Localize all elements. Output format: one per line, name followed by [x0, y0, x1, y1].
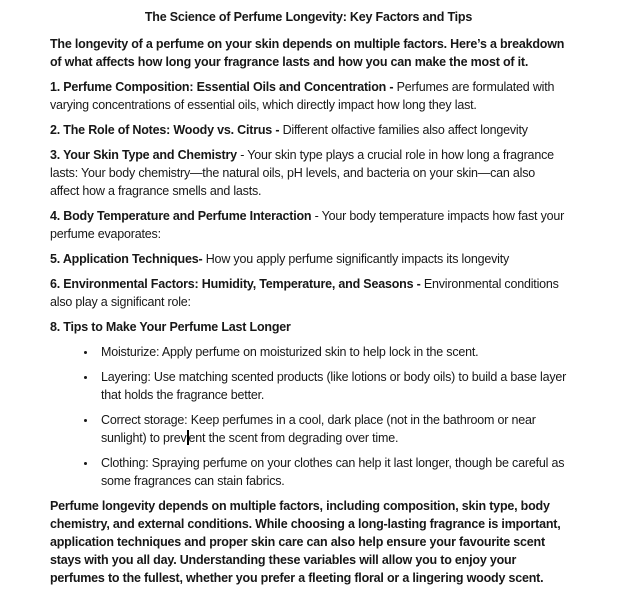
section-heading-4: 4. Body Temperature and Perfume Interaction	[50, 209, 312, 223]
section-paragraph-6[interactable]	[50, 275, 567, 311]
tip-text: Moisturize: Apply perfume on moisturized skin to help lock in the scent.	[101, 345, 479, 359]
section-heading-3: 3. Your Skin Type and Chemistry	[50, 148, 237, 162]
section-body-6: Environmental conditions also play a significant role:	[50, 277, 559, 309]
section-paragraph-5[interactable]	[50, 250, 567, 268]
tip-item-moisturize[interactable]	[97, 343, 567, 361]
section-heading-5: 5. Application Techniques-	[50, 252, 206, 266]
section-body-2: Different olfactive families also affect longevity	[282, 123, 528, 137]
tip-text-before-cursor: Correct storage: Keep perfumes in a cool, dark place (not in the bathroom or near sunlight) to prev	[101, 413, 536, 445]
section-paragraph-2[interactable]	[50, 121, 567, 139]
section-body-3: - Your skin type plays a crucial role in how long a fragrance lasts: Your body chemistry—the natural oils, pH levels, and bacteria on your skin—can also affect how a fragrance smells and lasts.	[50, 148, 554, 198]
section-heading-1: 1. Perfume Composition: Essential Oils and Concentration -	[50, 80, 397, 94]
tip-item-clothing[interactable]	[97, 454, 567, 490]
section-heading-6: 6. Environmental Factors: Humidity, Temperature, and Seasons -	[50, 277, 424, 291]
tip-text: Clothing: Spraying perfume on your clothes can help it last longer, though be careful as some fragrances can stain fabrics.	[101, 456, 565, 488]
section-paragraph-4[interactable]	[50, 207, 567, 243]
section-paragraph-3[interactable]	[50, 146, 567, 200]
document-title[interactable]: The Science of Perfume Longevity: Key Factors and Tips	[144, 10, 473, 24]
conclusion-paragraph[interactable]: Perfume longevity depends on multiple factors, including composition, skin type, body chemistry, and external conditions. While choosing a long-lasting fragrance is important, application techniques and proper skin care can also help ensure your favourite scent stays with you all day. Understanding these variables will allow you to enjoy your perfumes to the fullest, whether you prefer a fleeting floral or a lingering woody scent.	[50, 499, 561, 585]
tip-item-layering[interactable]	[97, 368, 567, 404]
tips-list	[50, 343, 567, 490]
tip-text-after-cursor: ent the scent from degrading over time.	[188, 431, 399, 445]
section-body-4: - Your body temperature impacts how fast your perfume evaporates:	[50, 209, 565, 241]
section-paragraph-1[interactable]	[50, 78, 567, 114]
tip-item-storage[interactable]	[97, 411, 567, 447]
tip-text: Layering: Use matching scented products (like lotions or body oils) to build a base layer that holds the fragrance better.	[101, 370, 567, 402]
section-body-5: How you apply perfume significantly impacts its longevity	[205, 252, 510, 266]
intro-paragraph[interactable]: The longevity of a perfume on your skin depends on multiple factors. Here’s a breakdown of what affects how long your fragrance lasts and how you can make the most of it.	[50, 37, 565, 69]
tips-heading[interactable]: 8. Tips to Make Your Perfume Last Longer	[50, 320, 291, 334]
section-body-1: Perfumes are formulated with varying concentrations of essential oils, which directly impact how long they last.	[50, 80, 555, 112]
section-heading-2: 2. The Role of Notes: Woody vs. Citrus -	[50, 123, 283, 137]
